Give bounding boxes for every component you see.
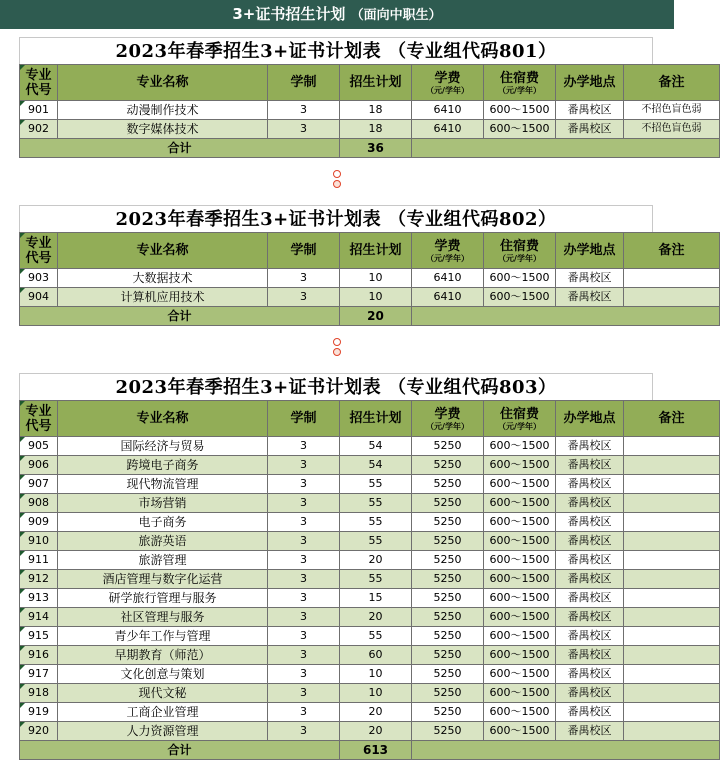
header-row — [20, 233, 720, 269]
header-code — [20, 233, 58, 269]
header-dorm-unit: （元/学年） — [498, 253, 541, 263]
cell-code: 902 — [20, 120, 58, 139]
cell-plan: 55 — [340, 475, 412, 494]
header-campus-label: 办学地点 — [563, 411, 616, 426]
header-remark — [624, 233, 720, 269]
cell-plan: 20 — [340, 703, 412, 722]
cell-remark — [624, 437, 720, 456]
table-row — [20, 646, 720, 665]
cell-years: 3 — [268, 513, 340, 532]
cell-campus: 番禺校区 — [556, 722, 624, 741]
table-row — [20, 120, 720, 139]
header-fee-unit: （元/学年） — [426, 85, 469, 95]
separator-icon — [331, 169, 343, 193]
cell-remark — [624, 551, 720, 570]
header-code — [20, 401, 58, 437]
header-code — [20, 65, 58, 101]
cell-code: 906 — [20, 456, 58, 475]
cell-code: 918 — [20, 684, 58, 703]
cell-plan: 55 — [340, 570, 412, 589]
header-plan — [340, 233, 412, 269]
cell-years: 3 — [268, 456, 340, 475]
cell-remark — [624, 627, 720, 646]
cell-remark — [624, 684, 720, 703]
header-remark — [624, 401, 720, 437]
header-years-label: 学制 — [290, 411, 317, 426]
header-fee-unit: （元/学年） — [426, 253, 469, 263]
header-plan-label: 招生计划 — [349, 411, 402, 426]
cell-name: 数字媒体技术 — [58, 120, 268, 139]
cell-dorm: 600～1500 — [484, 513, 556, 532]
cell-plan: 10 — [340, 269, 412, 288]
cell-years: 3 — [268, 589, 340, 608]
cell-fee: 5250 — [412, 722, 484, 741]
cell-name: 大数据技术 — [58, 269, 268, 288]
cell-plan: 55 — [340, 494, 412, 513]
cell-years: 3 — [268, 437, 340, 456]
total-row — [20, 139, 720, 158]
cell-dorm: 600～1500 — [484, 551, 556, 570]
cell-code: 917 — [20, 665, 58, 684]
header-campus — [556, 401, 624, 437]
cell-years: 3 — [268, 532, 340, 551]
cell-remark: 不招色盲色弱 — [624, 101, 720, 120]
cell-remark: 不招色盲色弱 — [624, 120, 720, 139]
cell-remark — [624, 589, 720, 608]
header-name-label: 专业名称 — [136, 411, 189, 426]
cell-plan: 55 — [340, 513, 412, 532]
cell-campus: 番禺校区 — [556, 684, 624, 703]
cell-code: 913 — [20, 589, 58, 608]
cell-fee: 5250 — [412, 475, 484, 494]
cell-campus: 番禺校区 — [556, 570, 624, 589]
cell-fee: 5250 — [412, 456, 484, 475]
total-row — [20, 741, 720, 760]
cell-name: 研学旅行管理与服务 — [58, 589, 268, 608]
cell-years: 3 — [268, 646, 340, 665]
plan-table — [19, 64, 720, 158]
header-dorm — [484, 65, 556, 101]
cell-fee: 6410 — [412, 269, 484, 288]
header-plan-label: 招生计划 — [349, 243, 402, 258]
cell-remark — [624, 475, 720, 494]
cell-code: 916 — [20, 646, 58, 665]
cell-remark — [624, 288, 720, 307]
cell-dorm: 600～1500 — [484, 608, 556, 627]
cell-plan: 55 — [340, 532, 412, 551]
cell-remark — [624, 269, 720, 288]
cell-name: 现代文秘 — [58, 684, 268, 703]
cell-plan: 60 — [340, 646, 412, 665]
cell-code: 919 — [20, 703, 58, 722]
cell-name: 市场营销 — [58, 494, 268, 513]
cell-code: 920 — [20, 722, 58, 741]
cell-dorm: 600～1500 — [484, 475, 556, 494]
cell-code: 914 — [20, 608, 58, 627]
table-row — [20, 608, 720, 627]
cell-name: 旅游英语 — [58, 532, 268, 551]
cell-remark — [624, 570, 720, 589]
header-dorm-label: 住宿费 — [499, 238, 539, 254]
cell-fee: 5250 — [412, 437, 484, 456]
header-row — [20, 401, 720, 437]
plan-table-801 — [19, 37, 702, 158]
cell-campus: 番禺校区 — [556, 437, 624, 456]
table-row — [20, 101, 720, 120]
cell-dorm: 600～1500 — [484, 627, 556, 646]
cell-name: 社区管理与服务 — [58, 608, 268, 627]
cell-name: 电子商务 — [58, 513, 268, 532]
cell-plan: 55 — [340, 627, 412, 646]
cell-plan: 18 — [340, 120, 412, 139]
cell-plan: 20 — [340, 608, 412, 627]
header-name-label: 专业名称 — [136, 243, 189, 258]
plan-table-803 — [19, 373, 685, 760]
cell-plan: 10 — [340, 684, 412, 703]
header-remark-label: 备注 — [658, 411, 685, 426]
cell-name: 国际经济与贸易 — [58, 437, 268, 456]
header-years — [268, 401, 340, 437]
cell-code: 907 — [20, 475, 58, 494]
total-filler — [412, 307, 720, 326]
cell-years: 3 — [268, 288, 340, 307]
cell-campus: 番禺校区 — [556, 456, 624, 475]
page-banner — [0, 0, 674, 29]
table-title: 2023年春季招生3+证书计划表 （专业组代码803） — [19, 373, 653, 400]
cell-fee: 5250 — [412, 665, 484, 684]
cell-years: 3 — [268, 101, 340, 120]
table-row — [20, 513, 720, 532]
cell-years: 3 — [268, 703, 340, 722]
cell-dorm: 600～1500 — [484, 456, 556, 475]
cell-code: 909 — [20, 513, 58, 532]
cell-campus: 番禺校区 — [556, 494, 624, 513]
header-row — [20, 65, 720, 101]
plan-table-802 — [19, 205, 685, 326]
cell-name: 早期教育（师范） — [58, 646, 268, 665]
cell-fee: 6410 — [412, 288, 484, 307]
header-name — [58, 401, 268, 437]
cell-fee: 5250 — [412, 589, 484, 608]
cell-fee: 5250 — [412, 627, 484, 646]
cell-fee: 5250 — [412, 513, 484, 532]
banner-title: 3+证书招生计划 — [232, 5, 346, 23]
cell-name: 工商企业管理 — [58, 703, 268, 722]
table-title: 2023年春季招生3+证书计划表 （专业组代码801） — [19, 37, 653, 64]
cell-years: 3 — [268, 269, 340, 288]
cell-dorm: 600～1500 — [484, 494, 556, 513]
cell-campus: 番禺校区 — [556, 627, 624, 646]
cell-code: 911 — [20, 551, 58, 570]
header-years-label: 学制 — [290, 75, 317, 90]
cell-dorm: 600～1500 — [484, 120, 556, 139]
cell-name: 青少年工作与管理 — [58, 627, 268, 646]
cell-name: 计算机应用技术 — [58, 288, 268, 307]
cell-dorm: 600～1500 — [484, 646, 556, 665]
table-row — [20, 532, 720, 551]
cell-campus: 番禺校区 — [556, 703, 624, 722]
cell-code: 908 — [20, 494, 58, 513]
plan-table — [19, 232, 720, 326]
cell-plan: 18 — [340, 101, 412, 120]
table-row — [20, 722, 720, 741]
separator-icon — [331, 337, 343, 361]
cell-dorm: 600～1500 — [484, 684, 556, 703]
header-years-label: 学制 — [290, 243, 317, 258]
cell-name: 酒店管理与数字化运营 — [58, 570, 268, 589]
cell-years: 3 — [268, 551, 340, 570]
cell-code: 901 — [20, 101, 58, 120]
plan-table — [19, 400, 720, 760]
cell-code: 903 — [20, 269, 58, 288]
cell-dorm: 600～1500 — [484, 570, 556, 589]
header-dorm-unit: （元/学年） — [498, 85, 541, 95]
cell-name: 现代物流管理 — [58, 475, 268, 494]
cell-years: 3 — [268, 120, 340, 139]
cell-plan: 54 — [340, 456, 412, 475]
header-fee-label: 学费 — [434, 70, 461, 86]
header-fee-label: 学费 — [434, 406, 461, 422]
header-remark-label: 备注 — [658, 243, 685, 258]
total-label: 合计 — [20, 307, 340, 326]
header-dorm — [484, 401, 556, 437]
cell-campus: 番禺校区 — [556, 513, 624, 532]
header-fee-unit: （元/学年） — [426, 421, 469, 431]
cell-name: 文化创意与策划 — [58, 665, 268, 684]
table-row — [20, 627, 720, 646]
header-plan — [340, 401, 412, 437]
table-row — [20, 570, 720, 589]
table-row — [20, 665, 720, 684]
header-code-label: 专业代号 — [25, 235, 52, 266]
cell-dorm: 600～1500 — [484, 101, 556, 120]
cell-years: 3 — [268, 475, 340, 494]
cell-plan: 15 — [340, 589, 412, 608]
cell-dorm: 600～1500 — [484, 437, 556, 456]
cell-campus: 番禺校区 — [556, 608, 624, 627]
header-code-label: 专业代号 — [25, 403, 52, 434]
cell-campus: 番禺校区 — [556, 551, 624, 570]
cell-plan: 10 — [340, 288, 412, 307]
cell-campus: 番禺校区 — [556, 475, 624, 494]
cell-years: 3 — [268, 570, 340, 589]
header-fee — [412, 401, 484, 437]
cell-fee: 5250 — [412, 494, 484, 513]
header-dorm-label: 住宿费 — [499, 406, 539, 422]
total-filler — [412, 139, 720, 158]
header-campus — [556, 65, 624, 101]
table-title: 2023年春季招生3+证书计划表 （专业组代码802） — [19, 205, 653, 232]
cell-fee: 5250 — [412, 646, 484, 665]
cell-remark — [624, 532, 720, 551]
total-value: 20 — [340, 307, 412, 326]
cell-remark — [624, 494, 720, 513]
cell-years: 3 — [268, 665, 340, 684]
header-remark — [624, 65, 720, 101]
cell-name: 动漫制作技术 — [58, 101, 268, 120]
cell-dorm: 600～1500 — [484, 589, 556, 608]
table-row — [20, 437, 720, 456]
cell-campus: 番禺校区 — [556, 589, 624, 608]
cell-fee: 5250 — [412, 703, 484, 722]
header-name — [58, 233, 268, 269]
cell-remark — [624, 456, 720, 475]
cell-years: 3 — [268, 494, 340, 513]
header-dorm-label: 住宿费 — [499, 70, 539, 86]
cell-dorm: 600～1500 — [484, 288, 556, 307]
cell-remark — [624, 722, 720, 741]
header-fee-label: 学费 — [434, 238, 461, 254]
table-row — [20, 494, 720, 513]
table-row — [20, 684, 720, 703]
header-remark-label: 备注 — [658, 75, 685, 90]
total-label: 合计 — [20, 741, 340, 760]
cell-campus: 番禺校区 — [556, 288, 624, 307]
total-row — [20, 307, 720, 326]
cell-code: 904 — [20, 288, 58, 307]
table-row — [20, 269, 720, 288]
cell-plan: 20 — [340, 551, 412, 570]
cell-plan: 10 — [340, 665, 412, 684]
cell-years: 3 — [268, 684, 340, 703]
cell-campus: 番禺校区 — [556, 665, 624, 684]
cell-years: 3 — [268, 608, 340, 627]
cell-remark — [624, 703, 720, 722]
cell-remark — [624, 513, 720, 532]
cell-fee: 6410 — [412, 120, 484, 139]
banner-subtitle: （面向中职生） — [350, 8, 442, 23]
header-fee — [412, 65, 484, 101]
cell-plan: 20 — [340, 722, 412, 741]
cell-fee: 5250 — [412, 532, 484, 551]
cell-name: 跨境电子商务 — [58, 456, 268, 475]
header-years — [268, 65, 340, 101]
cell-remark — [624, 608, 720, 627]
cell-fee: 6410 — [412, 101, 484, 120]
header-fee — [412, 233, 484, 269]
header-code-label: 专业代号 — [25, 67, 52, 98]
cell-campus: 番禺校区 — [556, 646, 624, 665]
cell-dorm: 600～1500 — [484, 722, 556, 741]
header-years — [268, 233, 340, 269]
header-campus-label: 办学地点 — [563, 75, 616, 90]
cell-campus: 番禺校区 — [556, 101, 624, 120]
header-name-label: 专业名称 — [136, 75, 189, 90]
cell-dorm: 600～1500 — [484, 703, 556, 722]
header-dorm-unit: （元/学年） — [498, 421, 541, 431]
cell-years: 3 — [268, 627, 340, 646]
cell-fee: 5250 — [412, 551, 484, 570]
cell-name: 人力资源管理 — [58, 722, 268, 741]
cell-fee: 5250 — [412, 570, 484, 589]
cell-code: 905 — [20, 437, 58, 456]
table-row — [20, 551, 720, 570]
cell-campus: 番禺校区 — [556, 120, 624, 139]
table-row — [20, 475, 720, 494]
table-row — [20, 589, 720, 608]
header-campus-label: 办学地点 — [563, 243, 616, 258]
table-row — [20, 288, 720, 307]
total-filler — [412, 741, 720, 760]
table-row — [20, 703, 720, 722]
cell-code: 910 — [20, 532, 58, 551]
cell-campus: 番禺校区 — [556, 269, 624, 288]
cell-campus: 番禺校区 — [556, 532, 624, 551]
cell-fee: 5250 — [412, 684, 484, 703]
header-dorm — [484, 233, 556, 269]
header-campus — [556, 233, 624, 269]
total-label: 合计 — [20, 139, 340, 158]
table-row — [20, 456, 720, 475]
cell-dorm: 600～1500 — [484, 269, 556, 288]
cell-years: 3 — [268, 722, 340, 741]
total-value: 613 — [340, 741, 412, 760]
cell-dorm: 600～1500 — [484, 532, 556, 551]
cell-remark — [624, 646, 720, 665]
cell-remark — [624, 665, 720, 684]
cell-name: 旅游管理 — [58, 551, 268, 570]
header-plan-label: 招生计划 — [349, 75, 402, 90]
total-value: 36 — [340, 139, 412, 158]
cell-dorm: 600～1500 — [484, 665, 556, 684]
cell-plan: 54 — [340, 437, 412, 456]
header-plan — [340, 65, 412, 101]
cell-code: 915 — [20, 627, 58, 646]
header-name — [58, 65, 268, 101]
cell-fee: 5250 — [412, 608, 484, 627]
cell-code: 912 — [20, 570, 58, 589]
